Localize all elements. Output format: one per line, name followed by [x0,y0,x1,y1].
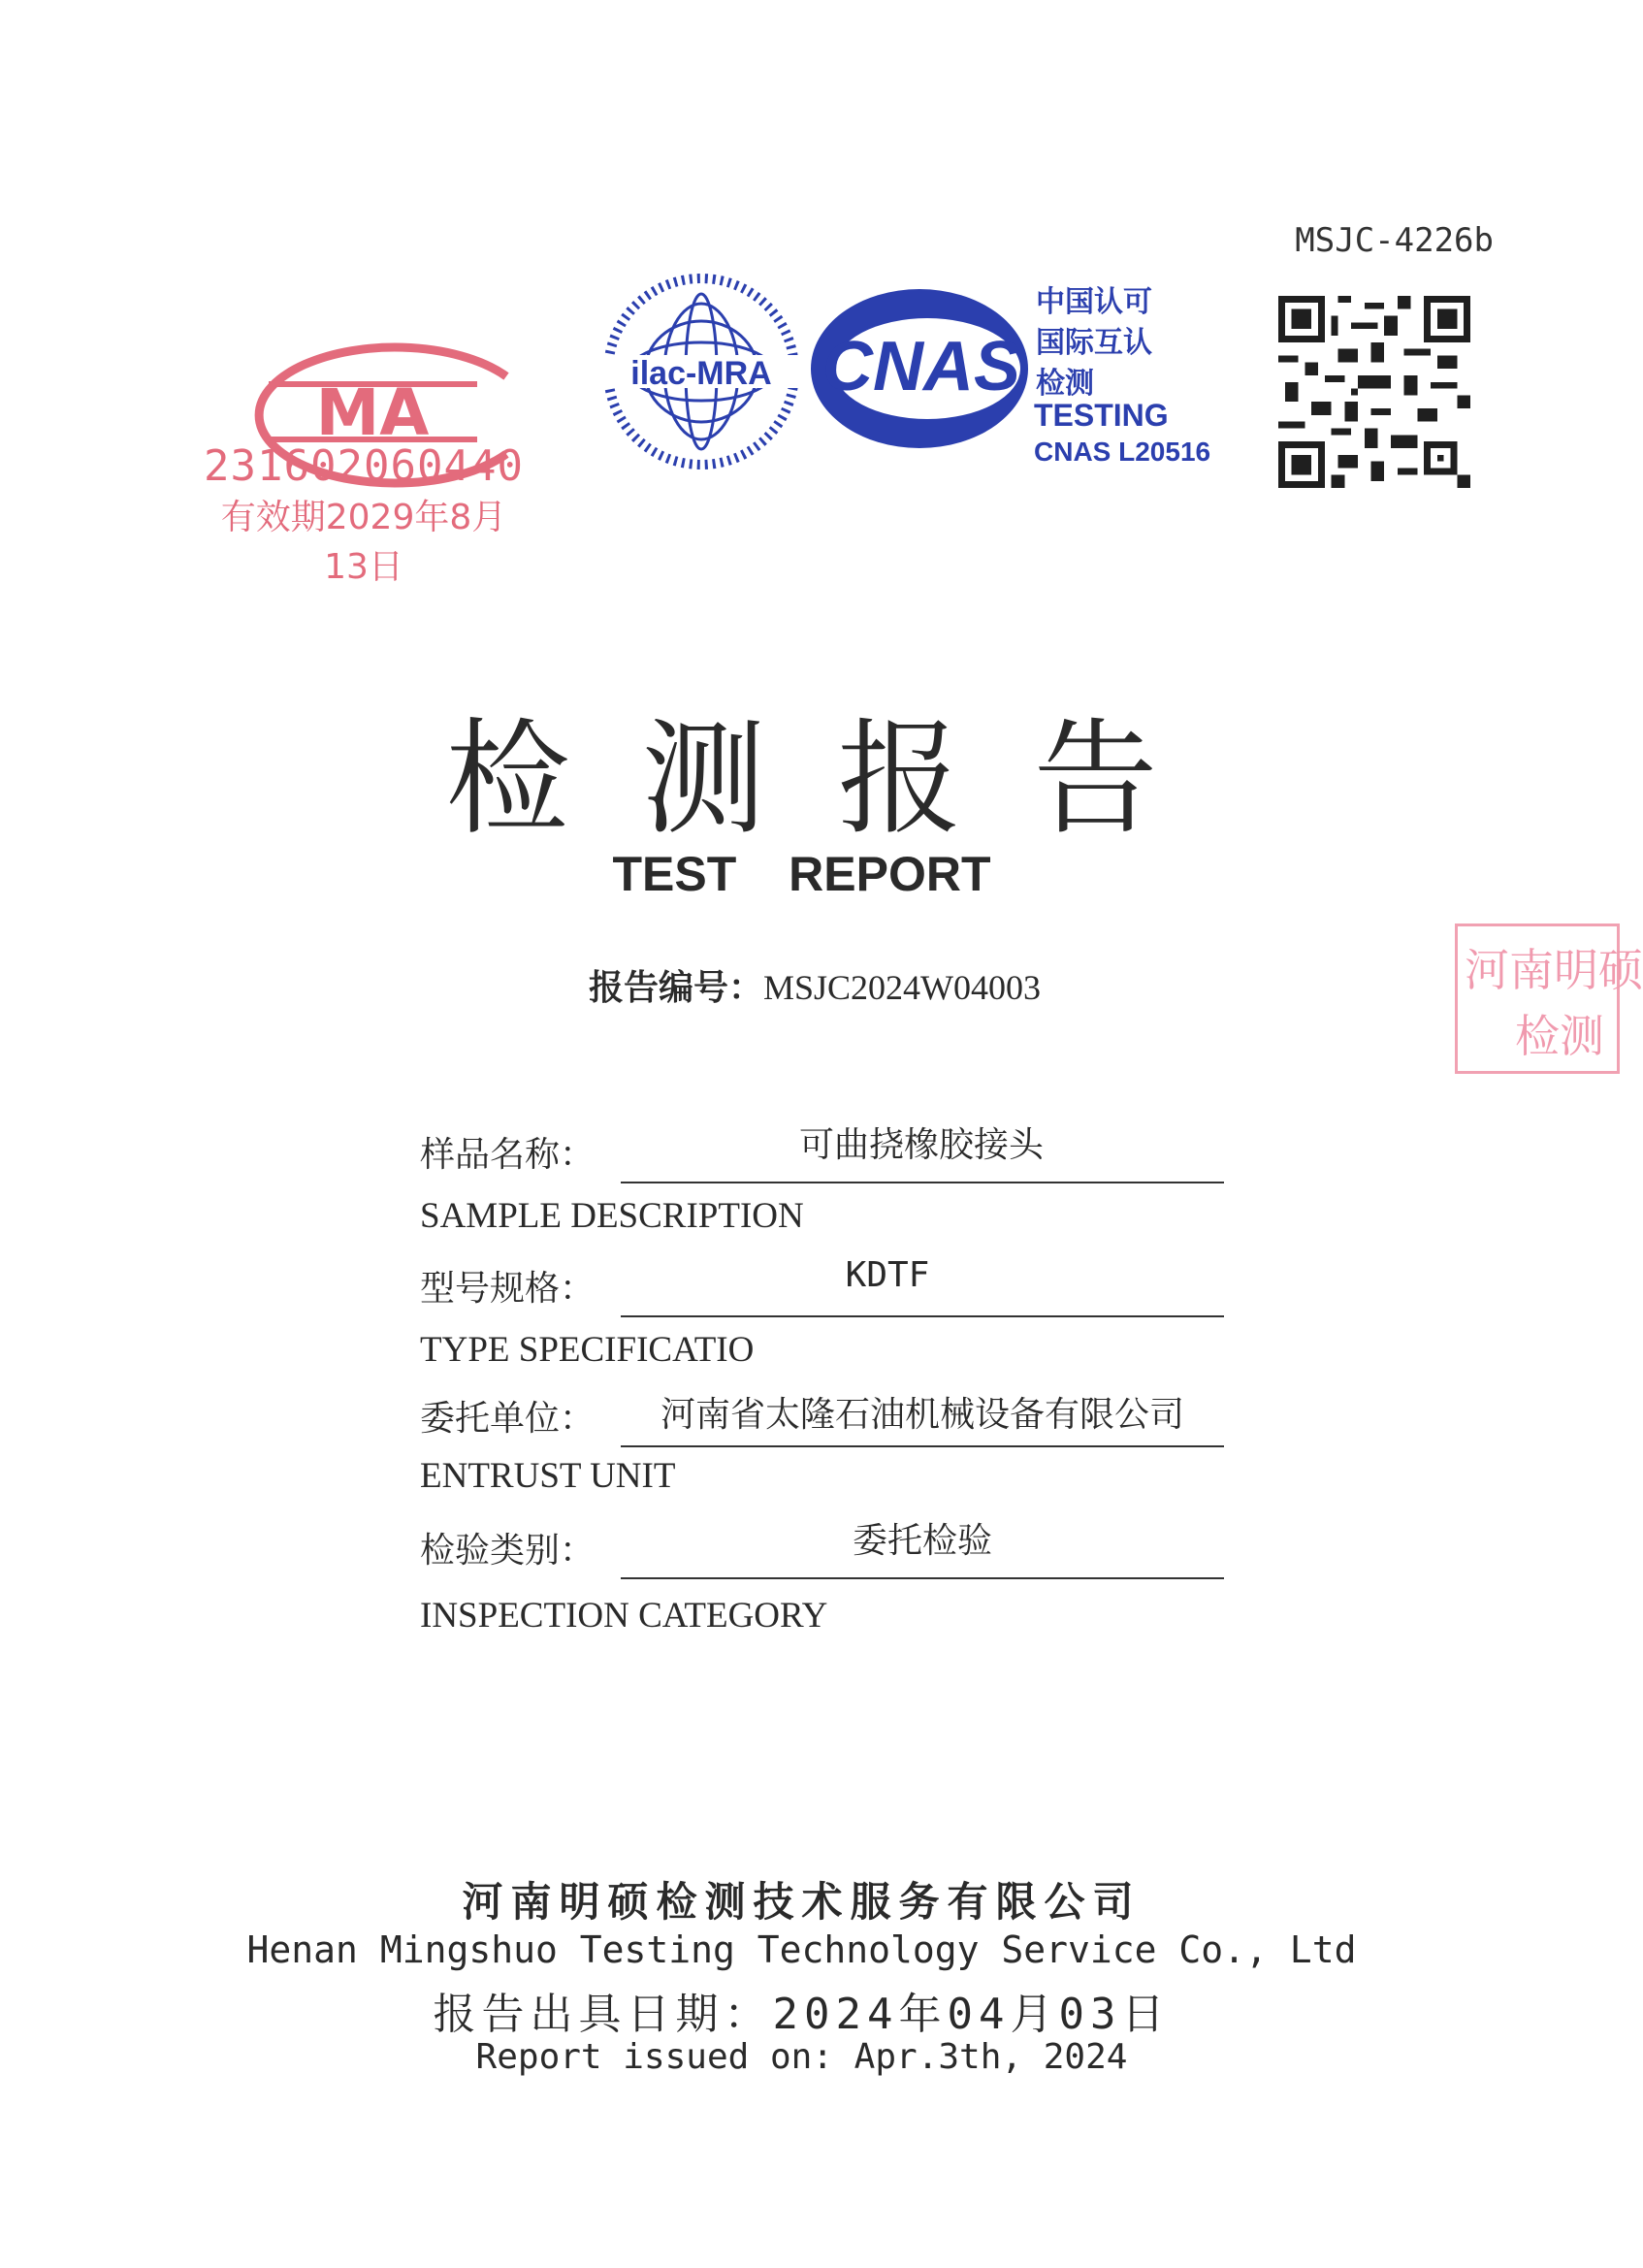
entrust-value: 河南省太隆石油机械设备有限公司 [660,1395,1184,1435]
sample-underline [621,1182,1224,1183]
cnas-cn-line3: 检测 [1036,367,1094,401]
cnas-testing: TESTING [1034,398,1169,433]
category-value: 委托检验 [852,1521,992,1561]
type-label-cn: 型号规格： [420,1269,596,1309]
type-underline [621,1315,1224,1317]
sample-value: 可曲挠橡胶接头 [798,1125,1044,1165]
category-underline [621,1577,1224,1579]
category-label-cn: 检验类别： [420,1531,596,1571]
category-label-en: INSPECTION CATEGORY [420,1596,828,1636]
company-name-en: Henan Mingshuo Testing Technology Service Co., Ltd [246,1928,1357,1971]
issue-date-en: Report issued on: Apr.3th, 2024 [475,2037,1128,2077]
ilac-text: ilac-MRA [630,355,772,392]
cma-validity: 有效期2029年8月13日 [220,498,507,587]
form-code: MSJC-4226b [1295,221,1494,260]
qr-code[interactable] [1278,296,1470,488]
sample-label-en: SAMPLE DESCRIPTION [420,1196,804,1236]
company-name-cn: 河南明硕检测技术服务有限公司 [462,1878,1142,1926]
entrust-underline [621,1445,1224,1447]
cma-mark: MA [315,375,430,450]
cnas-logo [803,281,1036,456]
cnas-cn-line2: 国际互认 [1036,326,1152,360]
entrust-label-en: ENTRUST UNIT [420,1456,676,1496]
cnas-text: CNAS [822,328,1021,405]
report-number-label: 报告编号： [588,968,763,1008]
ilac-mra-logo [599,270,803,473]
report-number-value: MSJC2024W04003 [762,968,1042,1007]
cma-cert-number: 231602060440 [204,441,524,491]
company-seal-line2: 检测 [1515,1010,1604,1062]
entrust-label-cn: 委托单位： [420,1399,596,1439]
sample-label-cn: 样品名称： [420,1135,596,1175]
report-number [0,960,1629,1010]
cnas-number: CNAS L20516 [1034,437,1211,467]
cnas-cn-line1: 中国认可 [1036,285,1152,319]
type-label-en: TYPE SPECIFICATIO [420,1330,755,1370]
title-en: TEST REPORT [612,847,991,901]
issue-date-cn: 报告出具日期：2024年04月03日 [433,1990,1171,2039]
company-seal-line1: 河南明硕 [1465,944,1643,996]
type-value: KDTF [845,1255,930,1295]
title-cn: 检测报告 [445,707,1230,852]
